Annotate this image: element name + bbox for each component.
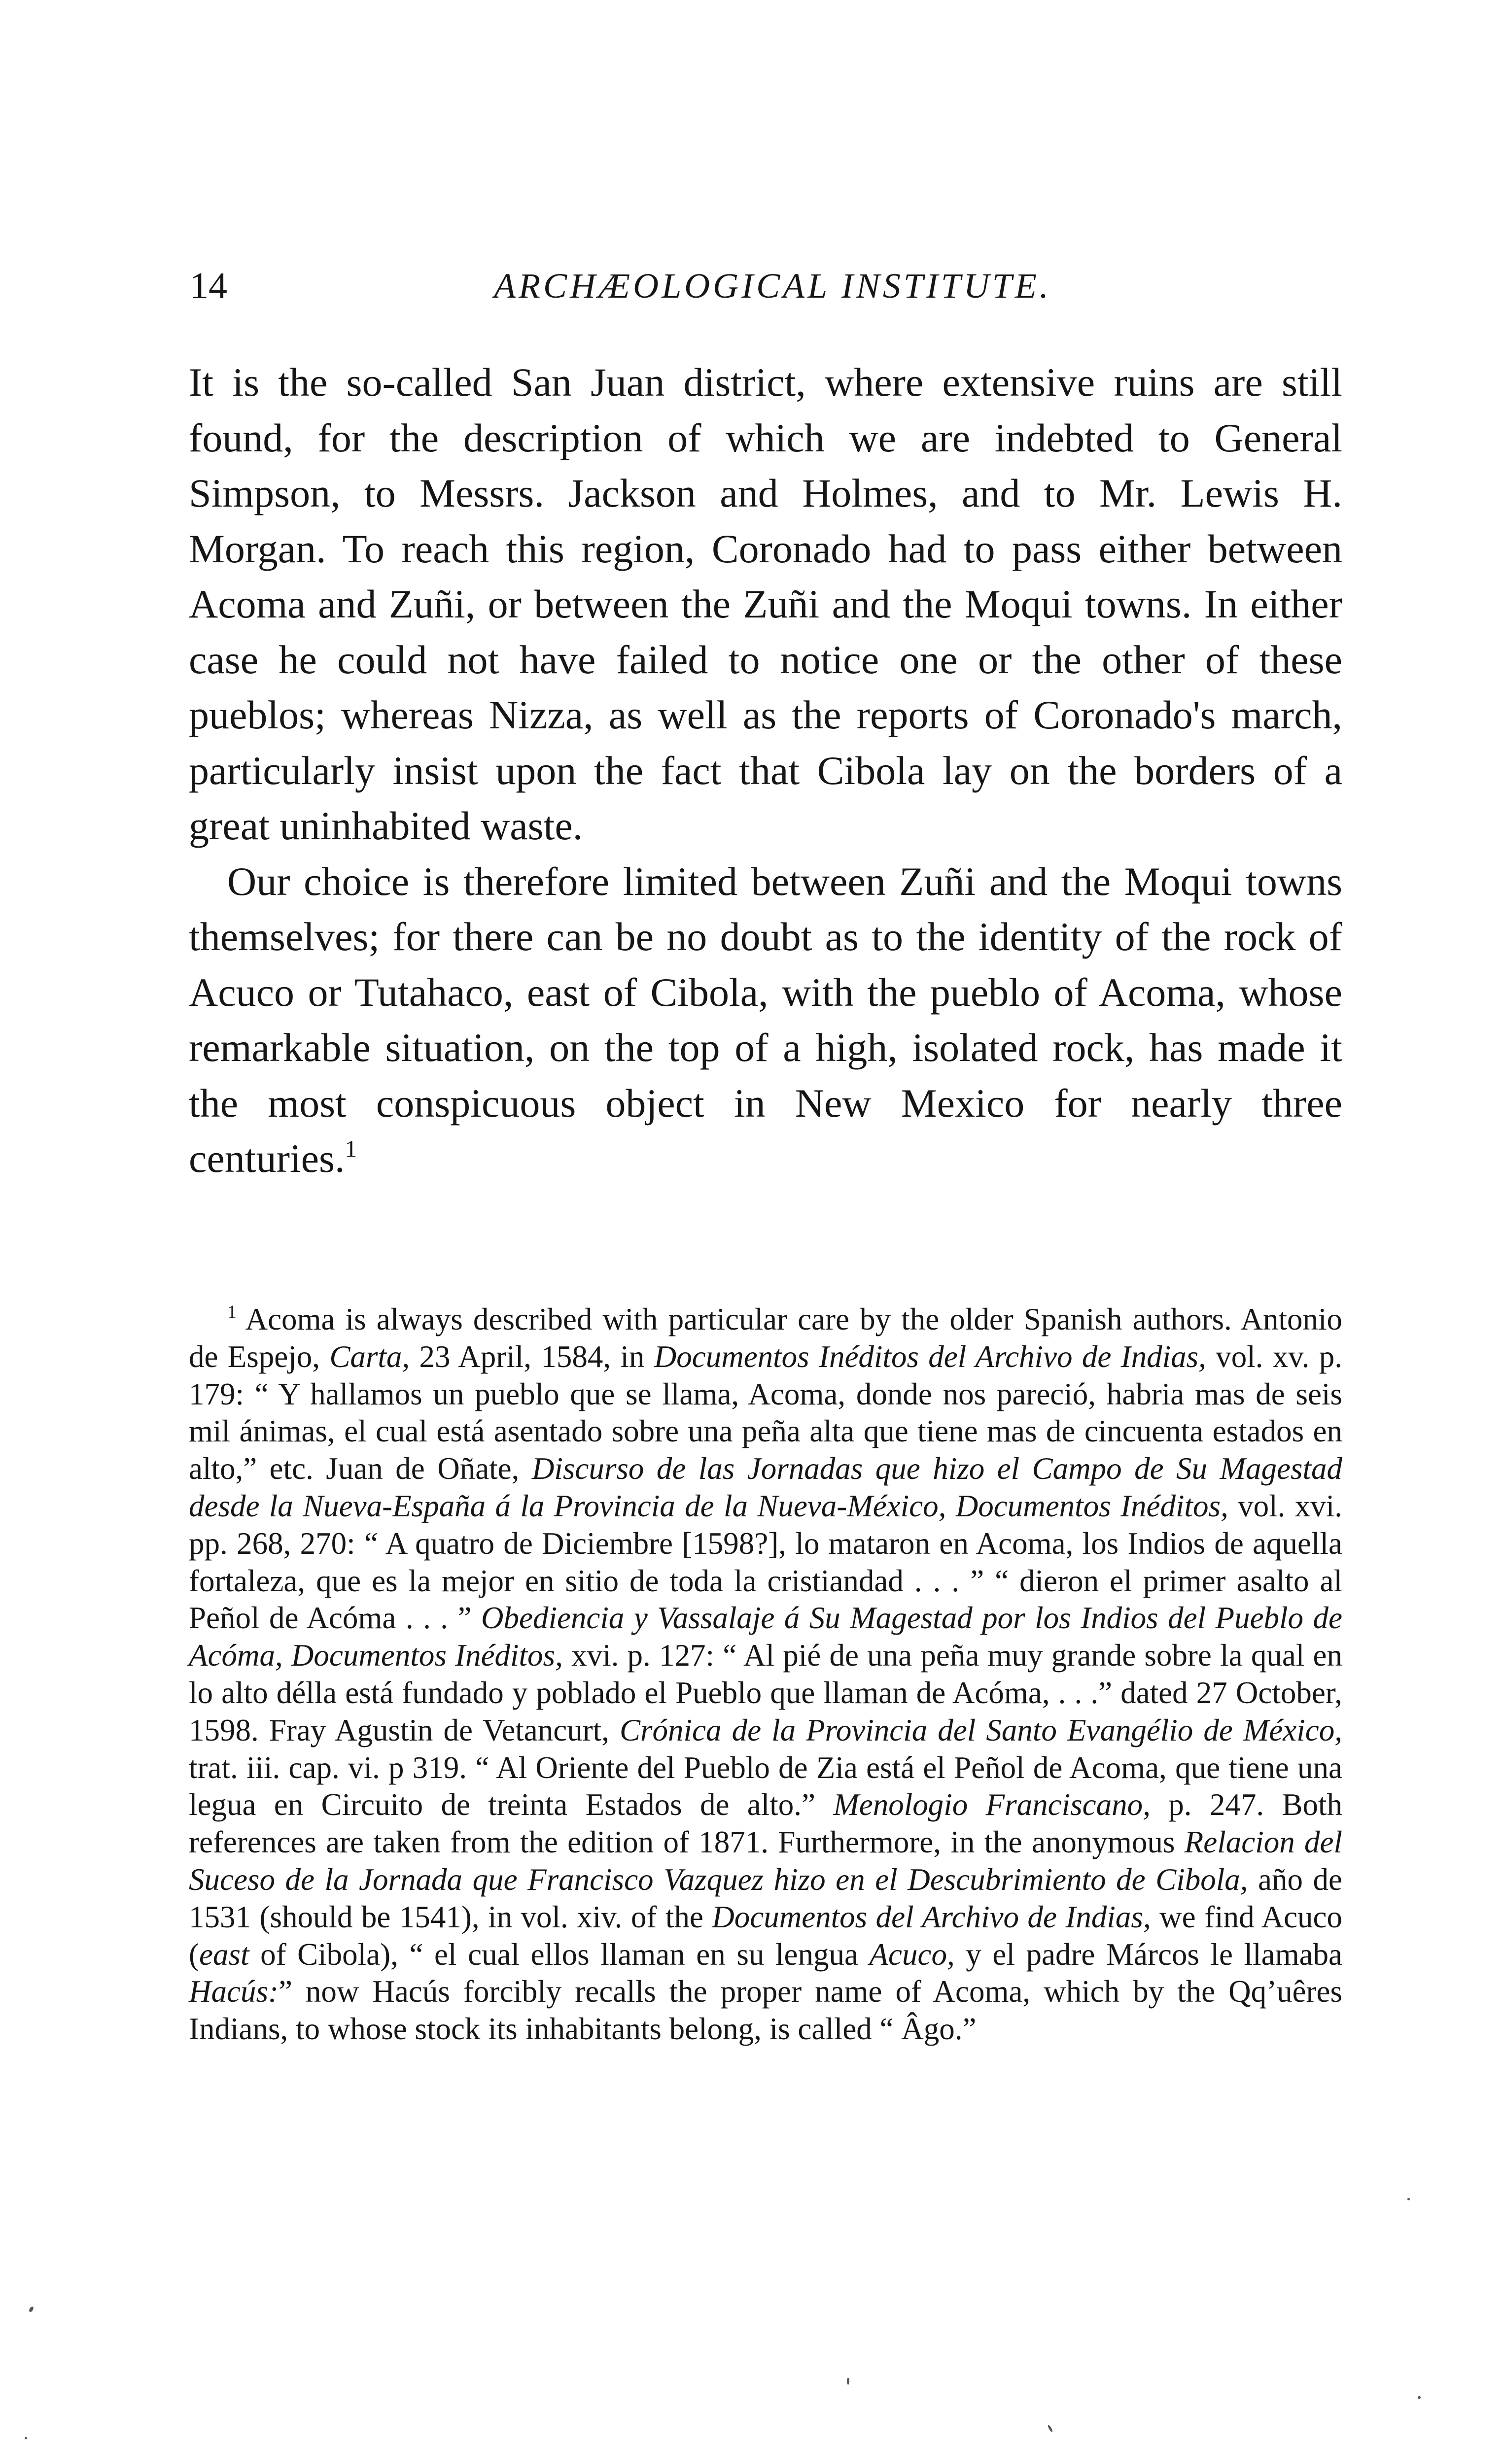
footnote-text: Acoma is always described with particular care by the older Spanish authors. Antonio de Espejo, (189, 1302, 1342, 1374)
paper-speck (1047, 2425, 1053, 2432)
footnote-text: vol. xv. p. 179: “ Y hallamos un pueblo que se llama, Acoma, donde nos pareció, habria mas de seis mil ánimas, el cual está asentado sobre una peña alta que tiene mas de cincuenta estados en alto,” etc. Juan de Oñate, (189, 1339, 1342, 1486)
footnote-text: y el padre Márcos le llamaba (954, 1937, 1343, 1972)
body-paragraph-1: It is the so-called San Juan district, where extensive ruins are still found, for the description of which we are indebted to General Simpson, to Messrs. Jackson and Holmes, and to Mr. Lewis H. Morgan. To reach this region, Coronado had to pass either between Acoma and Zuñi, or between the Zuñi and the Moqui towns. In either case he could not have failed to notice one or the other of these pueblos; whereas Nizza, as well as the reports of Coronado's march, particularly insist upon the fact that Cibola lay on the borders of a great uninhabited waste. (189, 360, 1342, 848)
footnote-1 (189, 1301, 1342, 2048)
footnote-text: trat. iii. cap. vi. p 319. “ Al Oriente del Pueblo de Zia está el Peñol de Acoma, que tiene una legua en Circuito de treinta Estados de alto.” (189, 1750, 1342, 1822)
citation-title: Documentos del Archivo de Indias, (712, 1899, 1151, 1934)
footnote-text: p. 247. Both references are taken from the edition of 1871. Furthermore, in the anonymous (189, 1787, 1342, 1860)
paper-speck (25, 2437, 27, 2439)
citation-title: Menologio Franciscano, (833, 1787, 1151, 1822)
footnote-text: vol. xvi. pp. 268, 270: “ A quatro de Diciembre [1598?], lo mataron en Acoma, los Indios de aquella fortaleza, que es la mejor en sitio de toda la cristiandad . . . ” “ dieron el primer asalto al Peñol de Acóma . . . ” (189, 1488, 1342, 1636)
citation-title: Relacion del Suceso de la Jornada que Francisco Vazquez hizo en el Descubrimiento de Cibola, (189, 1825, 1342, 1897)
citation-title: Carta, (329, 1339, 410, 1374)
citation-title: Documentos Inéditos del Archivo de Indias, (654, 1339, 1206, 1374)
emphasis: Acuco, (869, 1937, 955, 1972)
citation-title: Crónica de la Provincia del Santo Evangélio de México, (620, 1712, 1342, 1747)
body-paragraph-2-text: Our choice is therefore limited between Zuñi and the Moqui towns themselves; for there can be no doubt as to the identity of the rock of Acuco or Tutahaco, east of Cibola, with the pueblo of Acoma, whose remarkable situation, on the top of a high, isolated rock, has made it the most conspicuous object in New Mexico for nearly three centuries. (189, 858, 1342, 1181)
page-number: 14 (190, 265, 227, 307)
emphasis: Hacús: (189, 1974, 279, 2009)
footnotes (189, 1301, 1342, 2048)
footnote-text: ” now Hacús forcibly recalls the proper name of Acoma, which by the Qq’uêres Indians, to whose stock its inhabitants belong, is called “ Âgo.” (189, 1974, 1342, 2047)
main-text (189, 355, 1342, 1187)
paper-speck (847, 2378, 849, 2385)
footnote-text: xvi. p. 127: “ Al pié de una peña muy grande sobre la qual en lo alto délla está fundado y poblado el Pueblo que llaman de Acóma, . . .” dated 27 October, 1598. Fray Agustin de Vetancurt, (189, 1638, 1342, 1747)
citation-title: Discurso de las Jornadas que hizo el Campo de Su Magestad desde la Nueva-España á la Provincia de la Nueva-México, Documentos Inéditos, (189, 1451, 1342, 1523)
footnote-marker: 1 (227, 1301, 237, 1323)
footnote-reference: 1 (345, 1135, 357, 1163)
emphasis: east (199, 1937, 249, 1972)
footnote-text: we find Acuco ( (189, 1899, 1342, 1972)
body-paragraph-2 (189, 854, 1342, 1187)
footnote-text: año de 1531 (should be 1541), in vol. xiv. of the (189, 1862, 1342, 1934)
citation-title: Obediencia y Vassalaje á Su Magestad por los Indios del Pueblo de Acóma, Documentos Inéditos, (189, 1601, 1342, 1673)
paper-speck (28, 2306, 34, 2313)
footnote-text: 23 April, 1584, in (410, 1339, 654, 1374)
paper-speck (1418, 2396, 1421, 2399)
paper-speck (1407, 2198, 1410, 2200)
footnote-text: of Cibola), “ el cual ellos llaman en su lengua (249, 1937, 870, 1972)
running-head: ARCHÆOLOGICAL INSTITUTE. (494, 266, 1051, 306)
page-header (190, 264, 1341, 308)
